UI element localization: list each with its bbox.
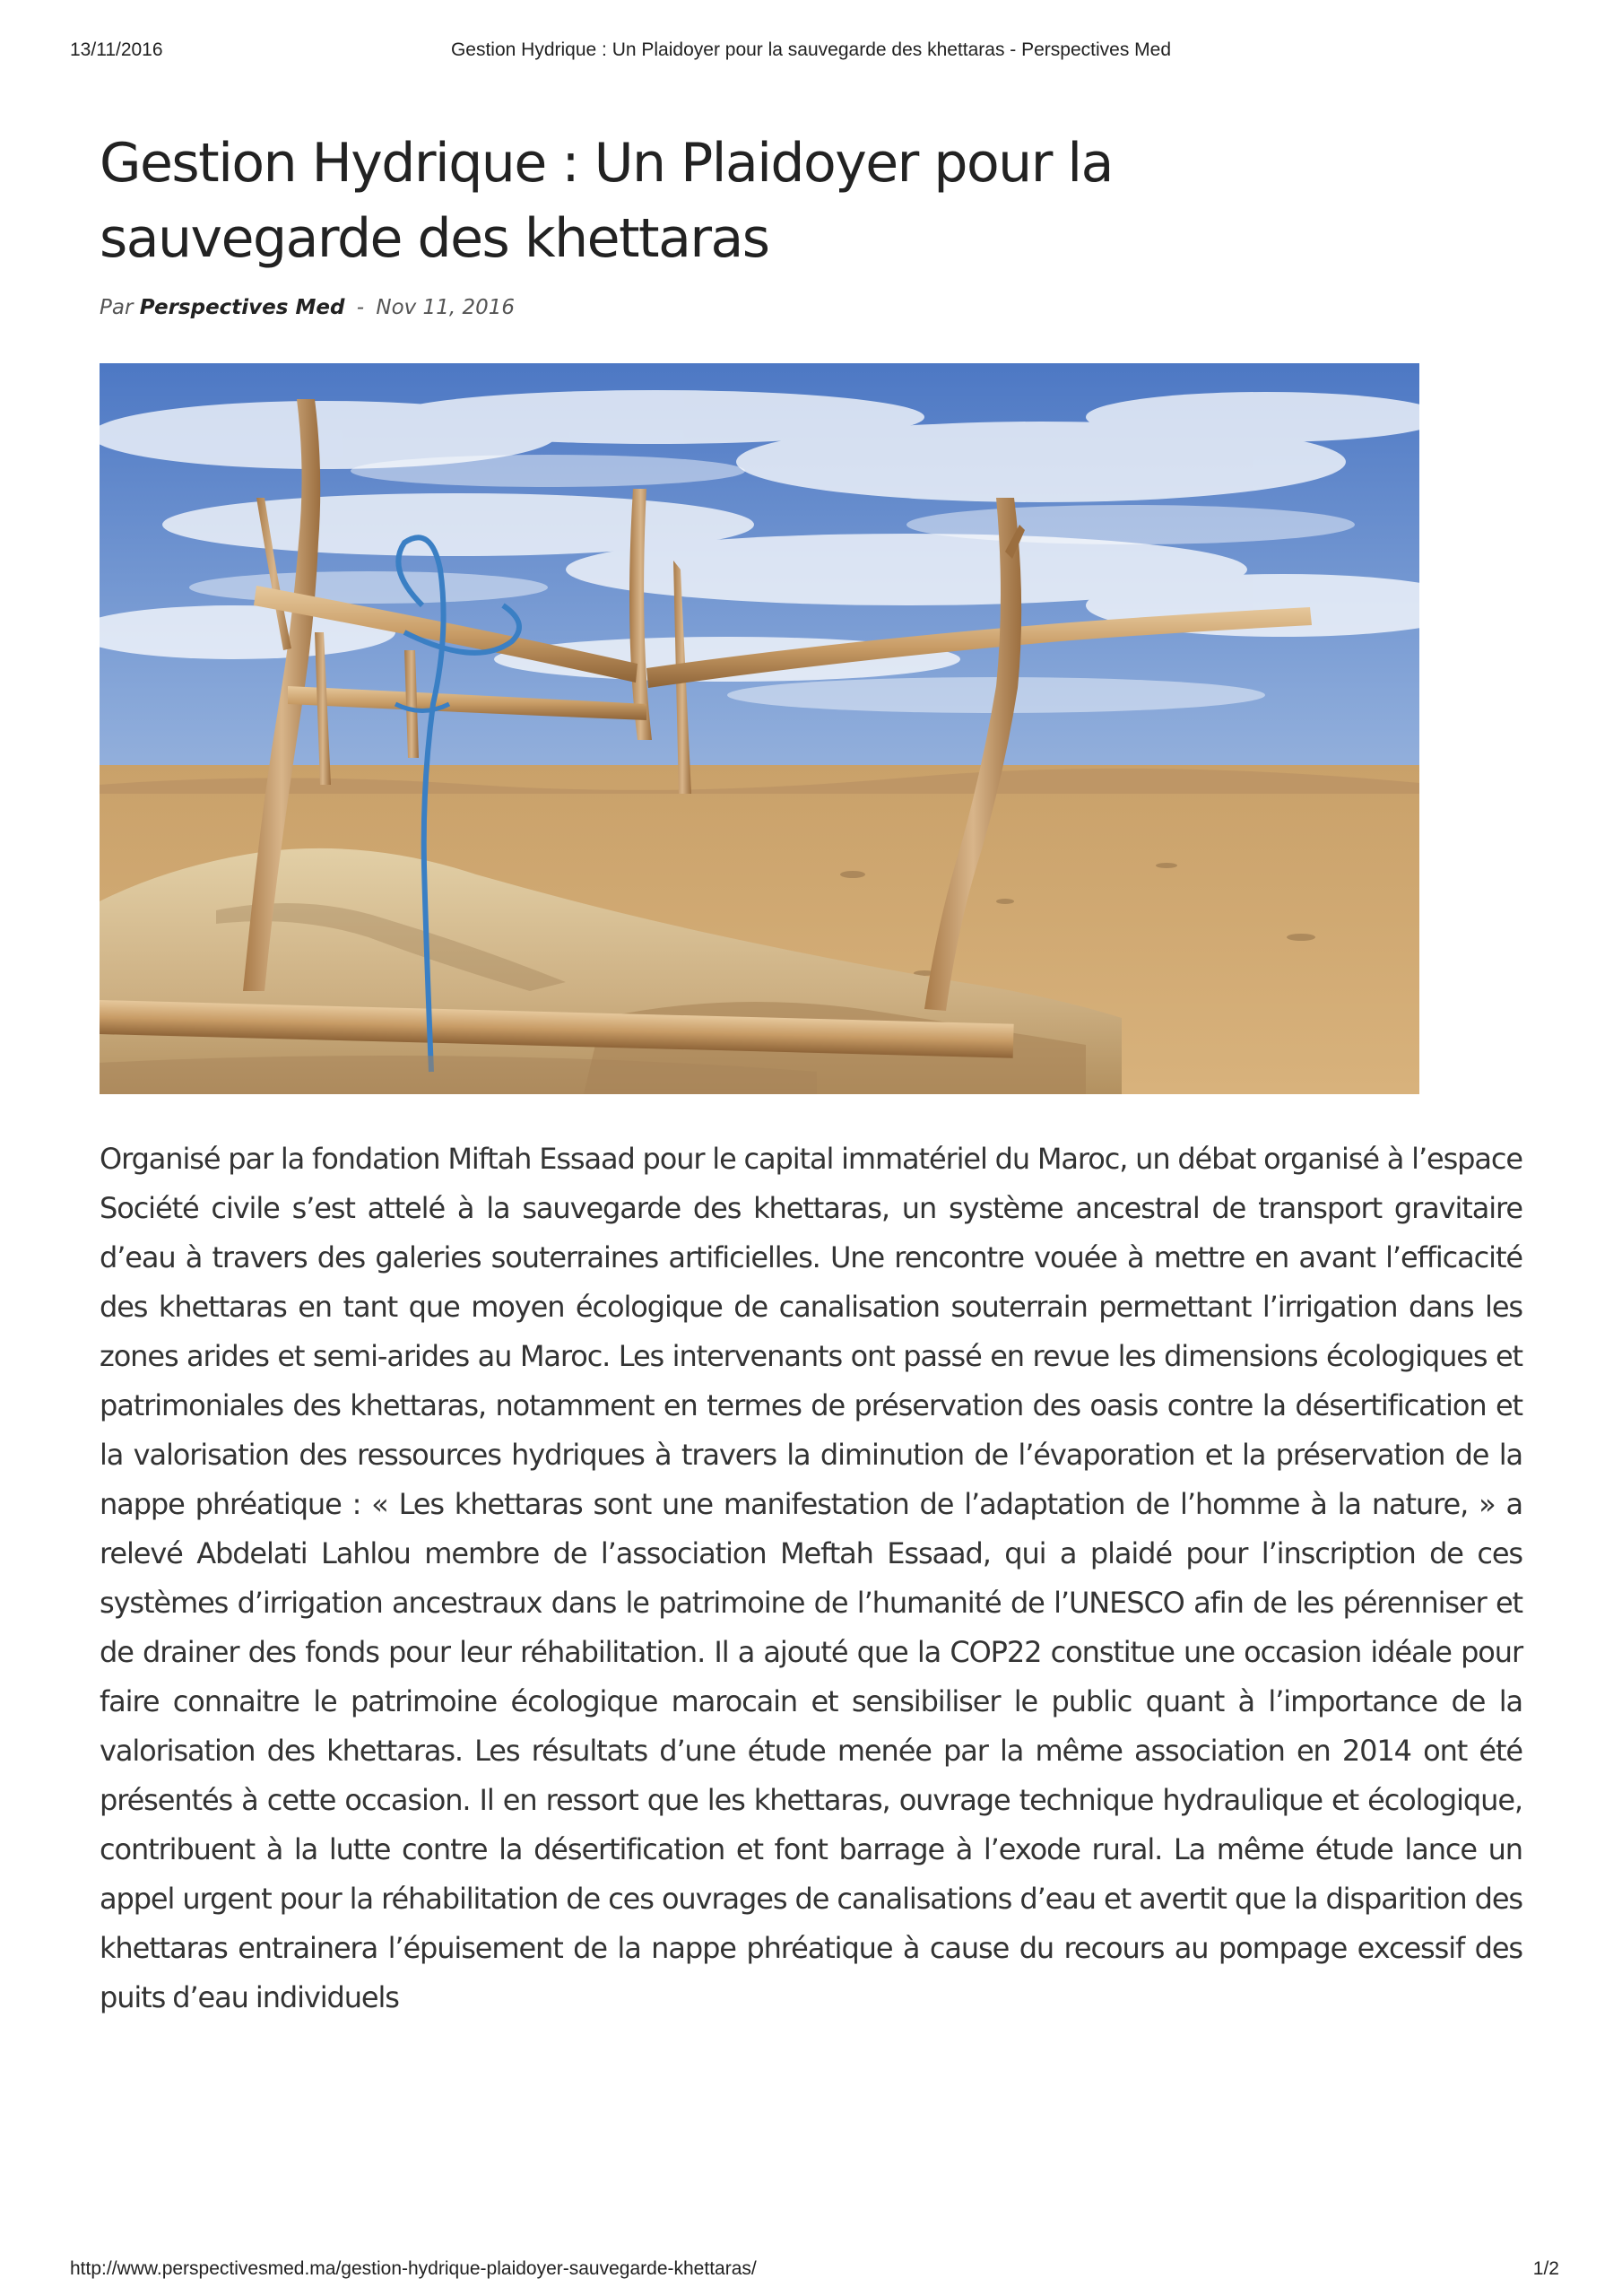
byline [100,296,1522,326]
article-body: Organisé par la fondation Miftah Essaad pour le capital immatériel du Maroc, un débat organisé à l’espace Société civile s’est attelé à la sauvegarde des khettaras, un système ancestral de transport gravitaire d’eau à travers des galeries souterraines artificielles. Une rencontre vouée à mettre en avant l’efficacité des khettaras en tant que moyen écologique de canalisation souterrain permettant l’irrigation dans les zones arides et semi-arides au Maroc. Les intervenants ont passé en revue les dimensions écologiques et patrimoniales des khettaras, notamment en termes de préservation des oasis contre la désertification et la valorisation des ressources hydriques à travers la diminution de l’évaporation et la préservation de la nappe phréatique : « Les khettaras sont une manifestation de l’adaptation de l’homme à la nature, » a relevé Abdelati Lahlou membre de l’association Meftah Essaad, qui a plaidé pour l’inscription de ces systèmes d’irrigation ancestraux dans le patrimoine de l’humanité de l’UNESCO afin de les pérenniser et de drainer des fonds pour leur réhabilitation. Il a ajouté que la COP22 constitue une occasion idéale pour faire connaitre le patrimoine écologique marocain et sensibiliser le public quant à l’importance de la valorisation des khettaras. Les résultats d’une étude menée par la même association en 2014 ont été présentés à cette occasion. Il en ressort que les khettaras, ouvrage technique hydraulique et écologique, contribuent à la lutte contre la désertification et font barrage à l’exode rural. La même étude lance un appel urgent pour la réhabilitation de ces ouvrages de canalisations d’eau et avertit que la disparition des khettaras entrainera l’épuisement de la nappe phréatique à cause du recours au pompage excessif des puits d’eau individuels [100,1142,1522,2014]
print-date: 13/11/2016 [70,39,163,60]
page-number: 1/2 [1532,2258,1559,2279]
article [100,126,1522,2014]
author-link[interactable]: Perspectives Med [139,296,345,319]
print-doc-title: Gestion Hydrique : Un Plaidoyer pour la sauvegarde des khettaras - Perspectives Med [450,39,1172,60]
publish-date: Nov 11, 2016 [376,296,515,319]
byline-separator: - [356,296,365,319]
print-header [0,39,1622,66]
page-url: http://www.perspectivesmed.ma/gestion-hydrique-plaidoyer-sauvegarde-khettaras/ [70,2258,757,2279]
article-title: Gestion Hydrique : Un Plaidoyer pour la sauvegarde des khettaras [100,132,1113,270]
khettara-well-photo [100,363,1419,1094]
hero-image [100,363,1419,1094]
byline-prefix: Par [100,296,134,319]
